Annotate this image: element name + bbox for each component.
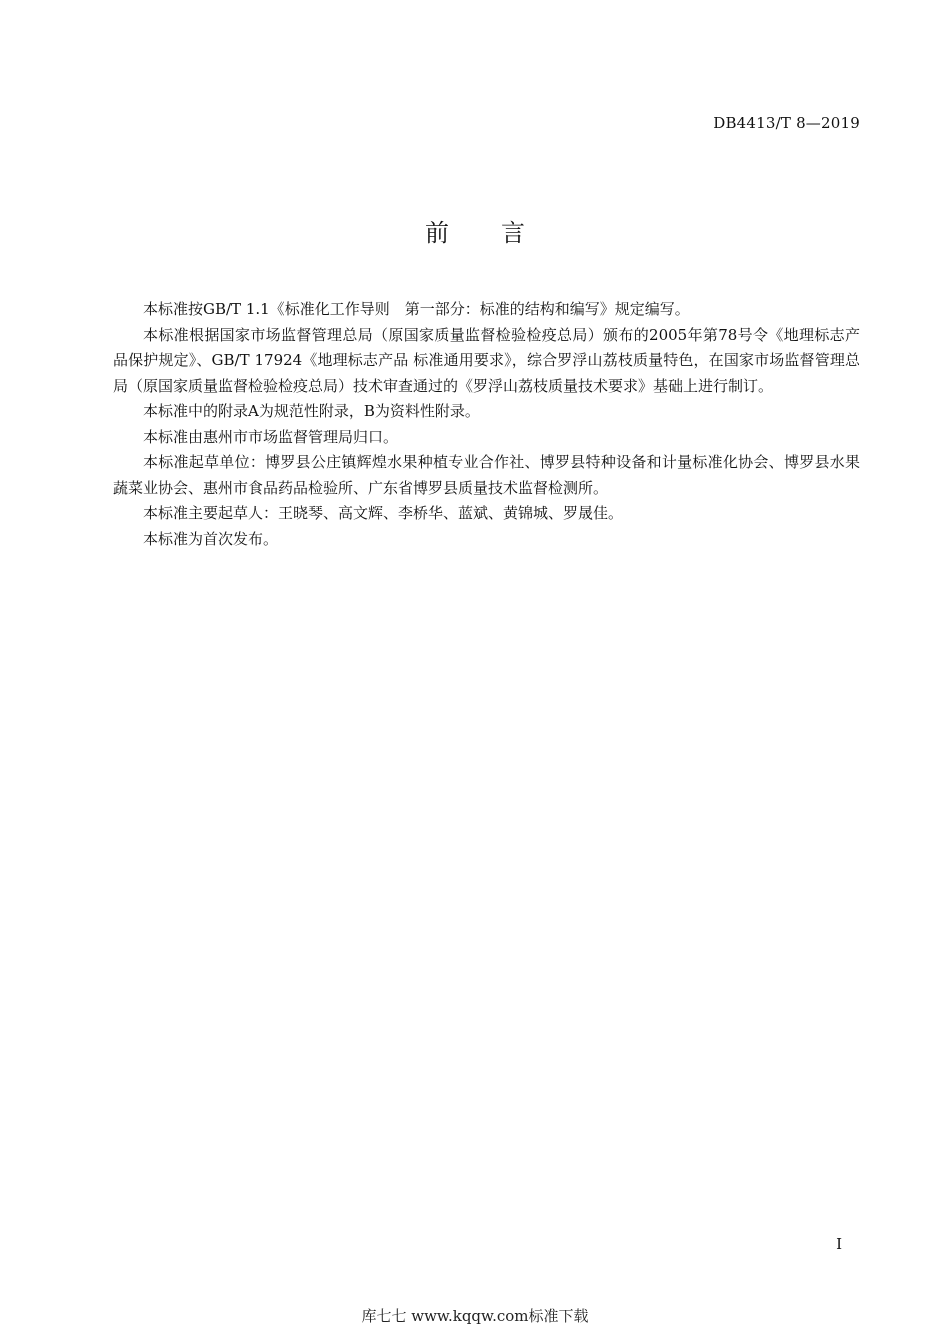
- paragraph-responsible-authority: 本标准由惠州市市场监督管理局归口。: [143, 427, 399, 446]
- document-code: DB4413/T 8—2019: [713, 114, 860, 132]
- footer-watermark: 库七七 www.kqqw.com标准下载: [361, 1307, 589, 1325]
- foreword-body: [113, 297, 860, 552]
- paragraph-drafters: 本标准主要起草人：王晓琴、高文辉、李桥华、蓝斌、黄锦城、罗晟佳。: [143, 504, 624, 522]
- paragraph-appendix-note: 本标准中的附录A为规范性附录，B为资料性附录。: [143, 402, 480, 420]
- paragraph-drafting-basis: 本标准按GB/T 1.1《标准化工作导则 第一部分：标准的结构和编写》规定编写。: [143, 300, 690, 318]
- title-char-2: 言: [501, 219, 525, 247]
- page-title: [0, 213, 950, 248]
- page-number: I: [836, 1235, 842, 1253]
- paragraph-legal-basis: 本标准根据国家市场监督管理总局（原国家质量监督检验检疫总局）颁布的2005年第78号令《地理标志产品保护规定》、GB/T 17924《地理标志产品 标准通用要求》，综合罗浮山荔枝质量特色，在国家市场监督管理总局（原国家质量监督检验检疫总局）技术审查通过的《罗浮山荔枝质量技术要求》基础上进行制订。: [113, 325, 860, 395]
- paragraph-first-release: 本标准为首次发布。: [143, 529, 279, 548]
- title-char-1: 前: [425, 219, 449, 247]
- paragraph-drafting-units: 本标准起草单位：博罗县公庄镇辉煌水果种植专业合作社、博罗县特种设备和计量标准化协会、博罗县水果蔬菜业协会、惠州市食品药品检验所、广东省博罗县质量技术监督检测所。: [113, 453, 860, 497]
